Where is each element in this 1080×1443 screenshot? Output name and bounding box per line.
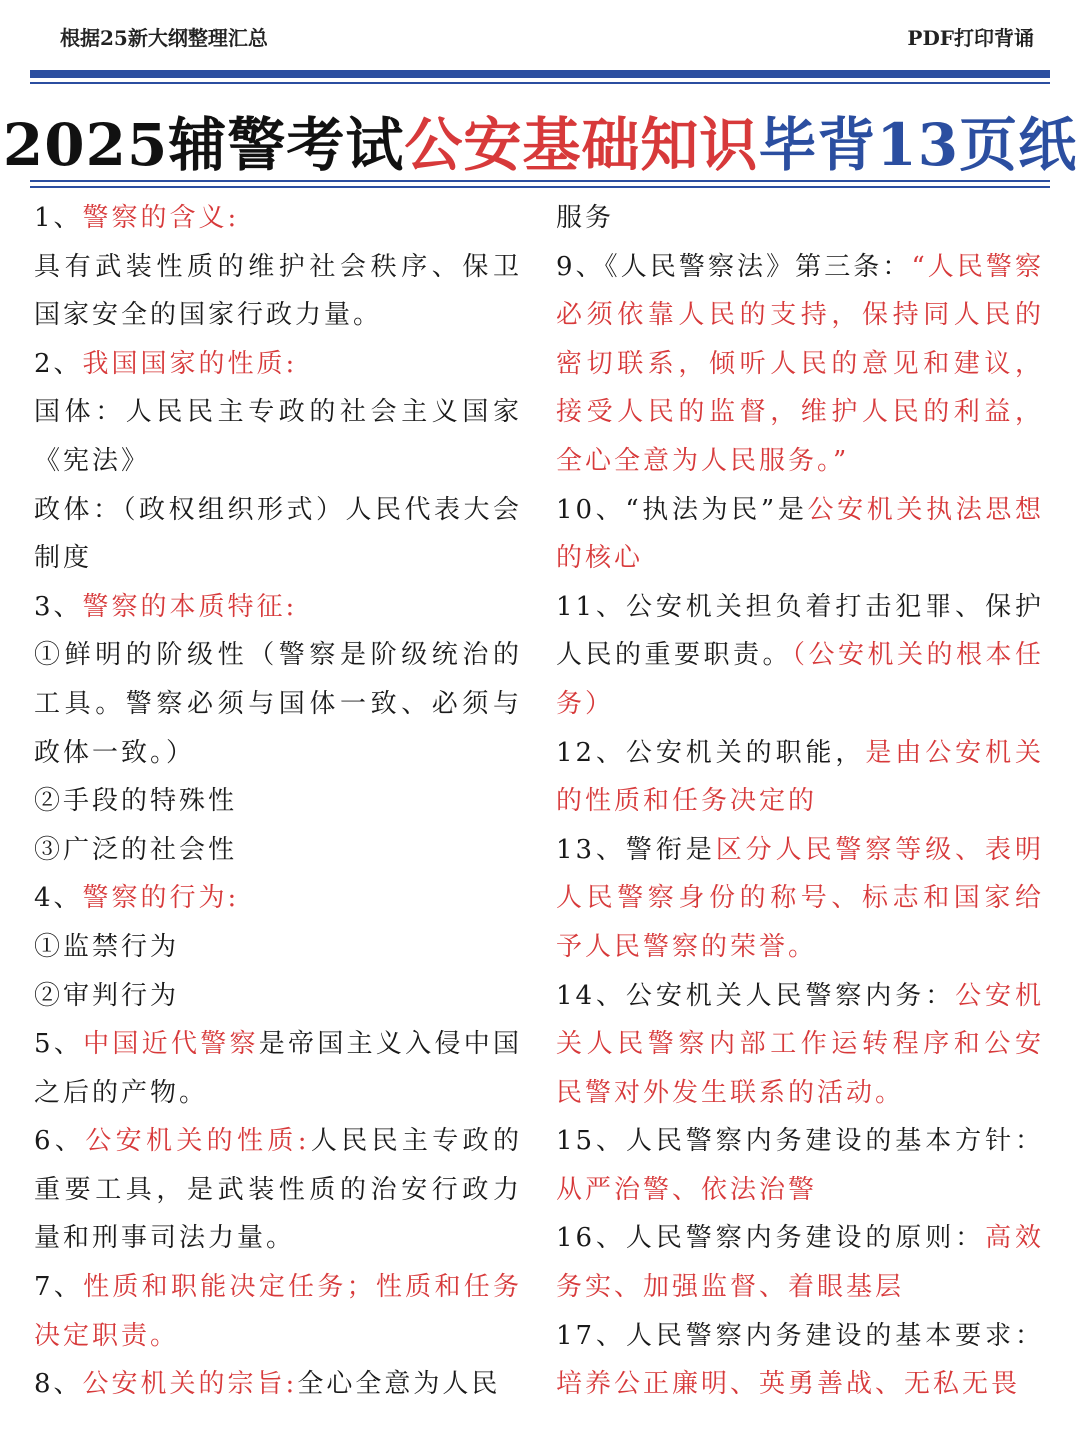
header-left-note: 根据25新大纲整理汇总 bbox=[60, 26, 268, 50]
item-10: 10、“执法为民”是公安机关执法思想的核心 bbox=[556, 494, 1044, 574]
item-3-point-3: ③广泛的社会性 bbox=[34, 834, 238, 865]
item-8: 8、公安机关的宗旨:全心全意为人民 bbox=[34, 1369, 501, 1400]
item-1-heading: 1、警察的含义: bbox=[34, 203, 240, 233]
item-2-heading: 2、我国国家的性质: bbox=[34, 348, 298, 379]
title-part-year: 2025辅警考试 bbox=[2, 111, 405, 179]
title-part-subject: 公安基础知识 bbox=[404, 111, 759, 179]
item-8-continued: 服务 bbox=[556, 203, 615, 233]
item-3-point-2: ②手段的特殊性 bbox=[34, 786, 238, 817]
item-1-body: 具有武装性质的维护社会秩序、保卫国家安全的国家行政力量。 bbox=[34, 251, 522, 331]
header-rule-thin bbox=[30, 82, 1050, 84]
item-4-point-2: ②审判行为 bbox=[34, 980, 180, 1011]
header-right-note: PDF打印背诵 bbox=[907, 26, 1034, 50]
item-5: 5、中国近代警察是帝国主义入侵中国之后的产物。 bbox=[34, 1029, 522, 1108]
item-3-point-1: ①鲜明的阶级性（警察是阶级统治的工具。警察必须与国体一致、必须与政体一致。） bbox=[34, 640, 522, 768]
item-17: 17、人民警察内务建设的基本要求：培养公正廉明、英勇善战、无私无畏 bbox=[556, 1320, 1044, 1400]
item-13: 13、警衔是区分人民警察等级、表明人民警察身份的称号、标志和国家给予人民警察的荣誉。 bbox=[556, 834, 1044, 962]
top-bar bbox=[0, 0, 1080, 70]
title-rule-top bbox=[30, 180, 1050, 182]
item-6: 6、公安机关的性质:人民民主专政的重要工具，是武装性质的治安行政力量和刑事司法力量。 bbox=[34, 1126, 522, 1254]
item-4-heading: 4、警察的行为: bbox=[34, 883, 240, 914]
item-3-heading: 3、警察的本质特征: bbox=[34, 591, 298, 622]
item-2-guoti: 国体：人民民主专政的社会主义国家《宪法》 bbox=[34, 397, 522, 476]
right-column bbox=[556, 194, 1044, 1409]
title-part-pages: 毕背13页纸 bbox=[758, 111, 1078, 179]
item-14: 14、公安机关人民警察内务：公安机关人民警察内部工作运转程序和公安民警对外发生联系的活动。 bbox=[556, 980, 1044, 1108]
title-rule-bottom bbox=[30, 186, 1050, 188]
left-column bbox=[34, 194, 522, 1409]
item-15: 15、人民警察内务建设的基本方针：从严治警、依法治警 bbox=[556, 1126, 1044, 1205]
item-16: 16、人民警察内务建设的原则：高效务实、加强监督、着眼基层 bbox=[556, 1223, 1044, 1303]
item-7: 7、性质和职能决定任务；性质和任务决定职责。 bbox=[34, 1272, 522, 1351]
item-4-point-1: ①监禁行为 bbox=[34, 931, 180, 962]
page-title bbox=[0, 98, 1080, 182]
item-2-zhengti: 政体：（政权组织形式）人民代表大会制度 bbox=[34, 494, 522, 574]
item-11: 11、公安机关担负着打击犯罪、保护人民的重要职责。（公安机关的根本任务） bbox=[556, 591, 1044, 719]
header-rule-thick bbox=[30, 70, 1050, 78]
item-12: 12、公安机关的职能，是由公安机关的性质和任务决定的 bbox=[556, 737, 1044, 817]
item-9: 9、《人民警察法》第三条：“人民警察必须依靠人民的支持，保持同人民的密切联系，倾听人民的意见和建议，接受人民的监督，维护人民的利益，全心全意为人民服务。” bbox=[556, 251, 1045, 476]
